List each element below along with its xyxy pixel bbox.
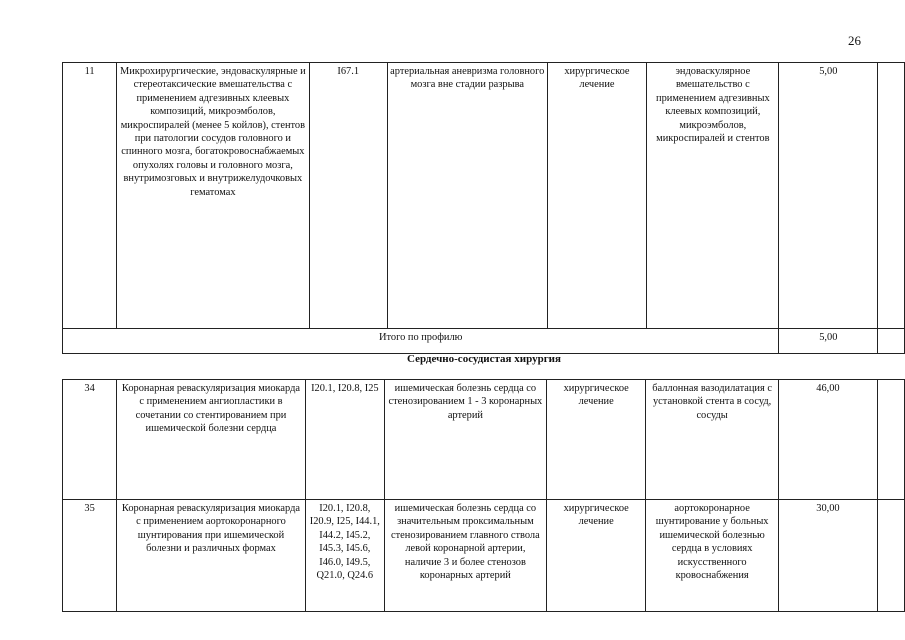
cell-number: 35 (63, 500, 117, 612)
cell-codes: I20.1, I20.8, I25 (305, 380, 384, 500)
cell-name: Коронарная реваскуляризация миокарда с применением аортокоронарного шунтирования при ишемической болезни и различных формах (117, 500, 306, 612)
table-row (63, 63, 905, 329)
cell-treatment-type: хирургическое лечение (546, 380, 646, 500)
cell-number: 34 (63, 380, 117, 500)
total-value: 5,00 (779, 329, 878, 354)
table-neurosurgery (62, 62, 905, 354)
table-row (63, 380, 905, 500)
cell-codes: I67.1 (309, 63, 387, 329)
table-cardiac-surgery (62, 379, 905, 612)
cell-method: баллонная вазодилатация с установкой стента в сосуд, сосуды (646, 380, 778, 500)
total-label: Итого по профилю (63, 329, 779, 354)
cell-treatment-type: хирургическое лечение (546, 500, 646, 612)
cell-number: 11 (63, 63, 117, 329)
cell-diagnosis: ишемическая болезнь сердца со значительным проксимальным стенозированием главного ствола левой коронарной артерии, наличие 3 и более стенозов коронарных артерий (384, 500, 546, 612)
table-row (63, 500, 905, 612)
section-title: Сердечно-сосудистая хирургия (407, 353, 561, 365)
cell-codes: I20.1, I20.8, I20.9, I25, I44.1, I44.2, I45.2, I45.3, I45.6, I46.0, I49.5, Q21.0, Q24.6 (305, 500, 384, 612)
cell-method: аортокоронарное шунтирование у больных ишемической болезнью сердца в условиях искусственного кровоснабжения (646, 500, 778, 612)
cell-extra (878, 380, 905, 500)
page-number: 26 (848, 33, 861, 48)
cell-name: Коронарная реваскуляризация миокарда с применением ангиопластики в сочетании со стентированием при ишемической болезни сердца (117, 380, 306, 500)
cell-diagnosis: артериальная аневризма головного мозга вне стадии разрыва (387, 63, 547, 329)
cell-value: 46,00 (778, 380, 877, 500)
cell-extra (878, 63, 905, 329)
cell-value: 5,00 (779, 63, 878, 329)
cell-extra (878, 329, 905, 354)
cell-extra (878, 500, 905, 612)
cell-name: Микрохирургические, эндоваскулярные и стереотаксические вмешательства с применением адгезивных клеевых композиций, микроэмболов, микроспиралей (менее 5 койлов), стентов при патологии сосудов головного и спинного мозга, богатокровоснабжаемых опухолях головы и головного мозга, внутримозговых и внутрижелудочковых гематомах (117, 63, 309, 329)
cell-diagnosis: ишемическая болезнь сердца со стенозированием 1 - 3 коронарных артерий (384, 380, 546, 500)
total-row (63, 329, 905, 354)
cell-treatment-type: хирургическое лечение (547, 63, 647, 329)
cell-method: эндоваскулярное вмешательство с применением адгезивных клеевых композиций, микроэмболов, микроспиралей и стентов (647, 63, 779, 329)
cell-value: 30,00 (778, 500, 877, 612)
